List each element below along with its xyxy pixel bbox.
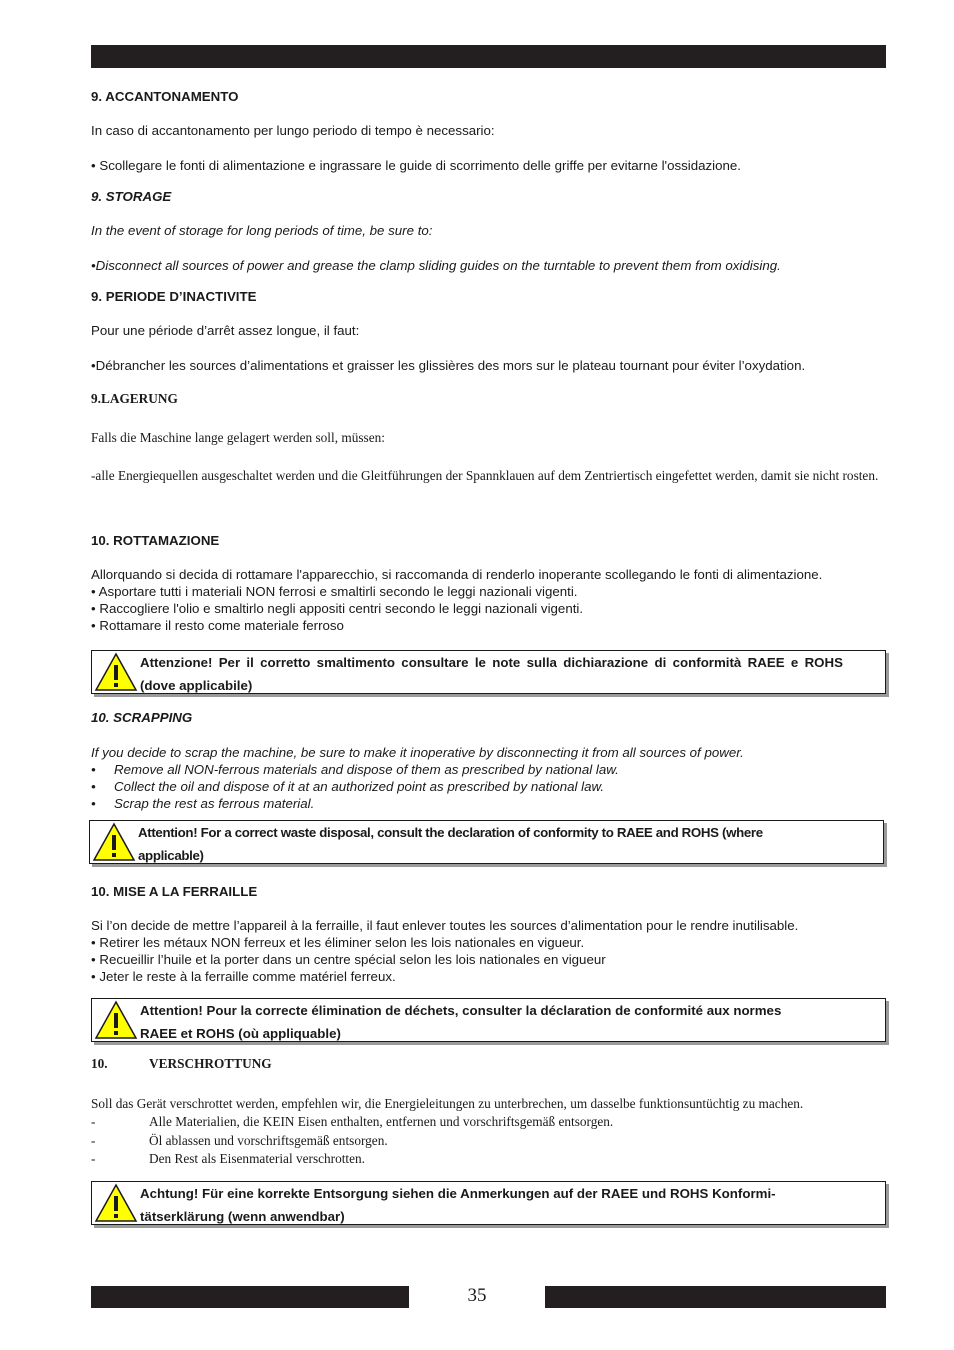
scrap-en-item: Collect the oil and dispose of it at an authorized point as prescribed by national law. — [114, 779, 605, 794]
scrap-de-item: Öl ablassen und vorschriftsgemäß entsorgen. — [149, 1133, 388, 1148]
scrap-it-item: • Rottamare il resto come materiale ferroso — [91, 618, 344, 633]
warning-text-fr-line1: Attention! Pour la correcte élimination de déchets, consulter la déclaration de conformité aux normes — [140, 1003, 782, 1018]
scrap-it-item: • Asportare tutti i materiali NON ferrosi e smaltirli secondo le leggi nazionali vigenti. — [91, 584, 578, 599]
warning-text-de-line1: Achtung! Für eine korrekte Entsorgung siehen die Anmerkungen auf der RAEE und ROHS Konformi- — [140, 1186, 776, 1201]
warning-text-en-line2: applicable) — [138, 848, 204, 863]
heading-scrap-it: 10. ROTTAMAZIONE — [91, 533, 220, 548]
heading-storage-it: 9. ACCANTONAMENTO — [91, 89, 239, 104]
warning-box-de — [91, 1181, 886, 1225]
warning-icon — [94, 1000, 138, 1040]
scrap-de-item: Alle Materialien, die KEIN Eisen enthalten, entfernen und vorschriftsgemäß entsorgen. — [149, 1114, 614, 1129]
heading-scrap-en: 10. SCRAPPING — [91, 710, 193, 725]
warning-icon — [94, 1183, 138, 1223]
scrap-de-dash: - — [91, 1151, 96, 1166]
storage-en-bullet: •Disconnect all sources of power and grease the clamp sliding guides on the turntable to prevent them from oxidising. — [91, 258, 781, 273]
scrap-de-item: Den Rest als Eisenmaterial verschrotten. — [149, 1151, 366, 1166]
storage-de-bullet: -alle Energiequellen ausgeschaltet werden und die Gleitführungen der Spannklauen auf dem Zentriertisch eingefettet werden, damit sie nicht rosten. — [91, 468, 879, 483]
scrap-de-intro: Soll das Gerät verschrottet werden, empfehlen wir, die Energieleitungen zu unterbrechen, um dasselbe funktionsuntüchtig zu machen. — [91, 1096, 804, 1111]
scrap-it-intro: Allorquando si decida di rottamare l'apparecchio, si raccomanda di renderlo inoperante scollegando le fonti di alimentazione. — [91, 567, 823, 582]
heading-storage-de: 9.LAGERUNG — [91, 391, 178, 406]
header-bar — [91, 45, 886, 68]
heading-scrap-de: VERSCHROTTUNG — [149, 1056, 272, 1071]
heading-storage-fr: 9. PERIODE D’INACTIVITE — [91, 289, 257, 304]
footer-bar-left — [91, 1286, 409, 1308]
warning-box-en — [89, 820, 884, 864]
scrap-en-bullet: • — [91, 796, 96, 811]
scrap-it-item: • Raccogliere l'olio e smaltirlo negli appositi centri secondo le leggi nazionali vigenti. — [91, 601, 584, 616]
scrap-fr-item: • Jeter le reste à la ferraille comme matériel ferreux. — [91, 969, 396, 984]
scrap-en-item: Remove all NON-ferrous materials and dispose of them as prescribed by national law. — [114, 762, 619, 777]
scrap-de-dash: - — [91, 1114, 96, 1129]
heading-scrap-fr: 10. MISE A LA FERRAILLE — [91, 884, 258, 899]
scrap-de-dash: - — [91, 1133, 96, 1148]
footer-bar-right — [545, 1286, 886, 1308]
heading-scrap-de-number: 10. — [91, 1056, 108, 1071]
storage-fr-intro: Pour une période d’arrêt assez longue, il faut: — [91, 323, 360, 338]
warning-text-en-line1: Attention! For a correct waste disposal, consult the declaration of conformity to RAEE and ROHS (where — [138, 825, 763, 840]
scrap-en-bullet: • — [91, 779, 96, 794]
warning-box-it — [91, 650, 886, 694]
warning-icon — [92, 822, 136, 862]
warning-box-fr — [91, 998, 886, 1042]
storage-de-intro: Falls die Maschine lange gelagert werden soll, müssen: — [91, 430, 385, 445]
scrap-en-item: Scrap the rest as ferrous material. — [114, 796, 315, 811]
scrap-fr-intro: Si l’on decide de mettre l’appareil à la ferraille, il faut enlever toutes les sources d’alimentation pour le rendre inutilisable. — [91, 918, 799, 933]
warning-text-it: Attenzione! Per il corretto smaltimento consultare le note sulla dichiarazione di conformità RAEE e ROHS (dove applicabile) — [140, 655, 843, 693]
scrap-fr-item: • Recueillir l’huile et la porter dans un centre spécial selon les lois nationales en vigueur — [91, 952, 606, 967]
scrap-en-bullet: • — [91, 762, 96, 777]
warning-icon — [94, 652, 138, 692]
scrap-fr-item: • Retirer les métaux NON ferreux et les éliminer selon les lois nationales en vigueur. — [91, 935, 585, 950]
heading-storage-en: 9. STORAGE — [91, 189, 172, 204]
page-number: 35 — [467, 1285, 487, 1306]
warning-text-de-line2: tätserklärung (wenn anwendbar) — [140, 1209, 345, 1224]
storage-it-bullet: • Scollegare le fonti di alimentazione e ingrassare le guide di scorrimento delle griffe per evitarne l'ossidazione. — [91, 158, 741, 173]
storage-it-intro: In caso di accantonamento per lungo periodo di tempo è necessario: — [91, 123, 495, 138]
scrap-en-intro: If you decide to scrap the machine, be sure to make it inoperative by disconnecting it from all sources of power. — [91, 745, 744, 760]
warning-text-fr-line2: RAEE et ROHS (où appliquable) — [140, 1026, 341, 1041]
storage-fr-bullet: •Débrancher les sources d’alimentations et graisser les glissières des mors sur le plateau tournant pour éviter l’oxydation. — [91, 358, 806, 373]
storage-en-intro: In the event of storage for long periods of time, be sure to: — [91, 223, 433, 238]
